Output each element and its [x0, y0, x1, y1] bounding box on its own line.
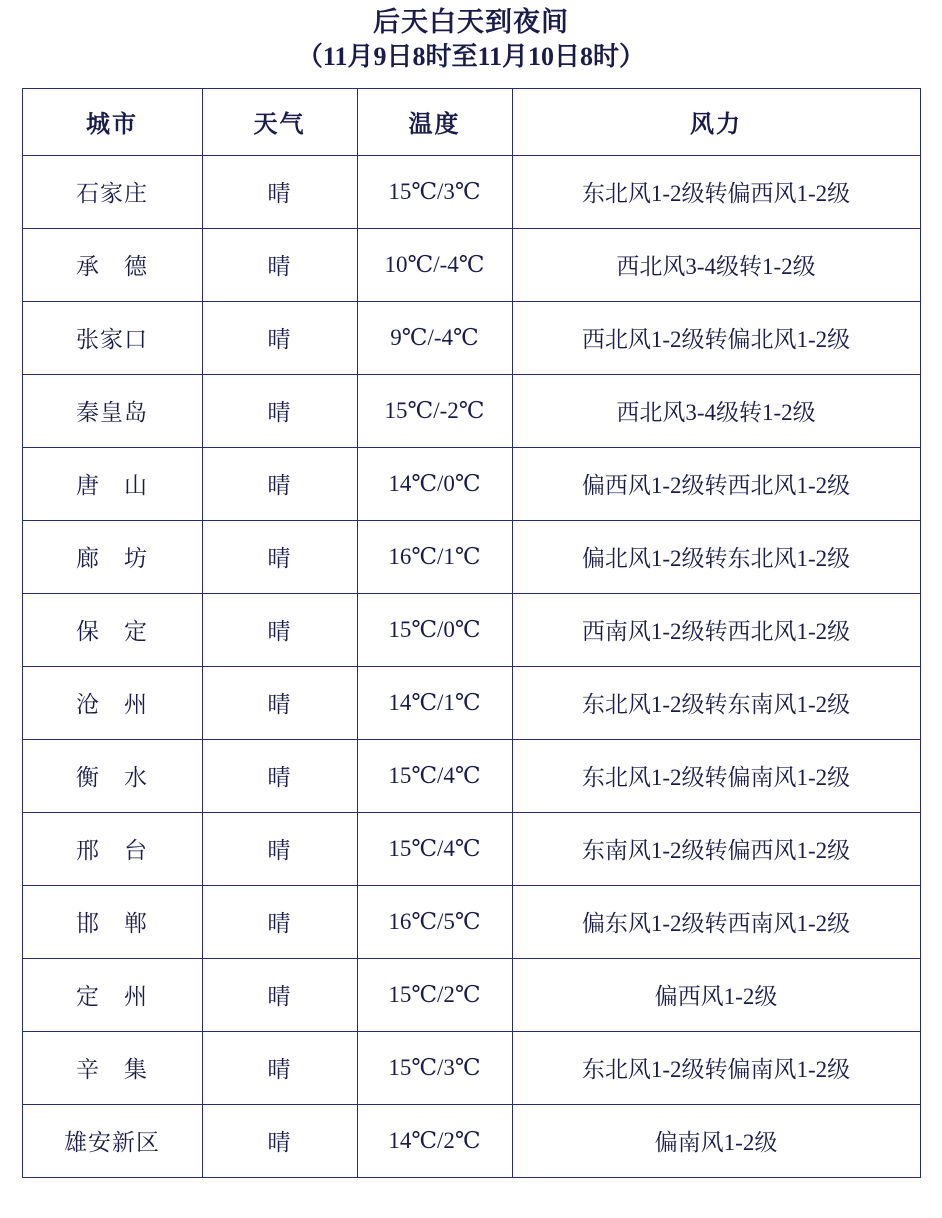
table-row: [22, 447, 920, 520]
table-row: [22, 593, 920, 666]
page-title: [0, 0, 942, 74]
cell-wind: 东北风1-2级转东南风1-2级: [512, 666, 920, 739]
cell-city: 秦皇岛: [22, 374, 202, 447]
cell-weather: 晴: [202, 885, 357, 958]
cell-city: 沧 州: [22, 666, 202, 739]
table-row: [22, 666, 920, 739]
cell-wind: 东北风1-2级转偏西风1-2级: [512, 155, 920, 228]
cell-wind: 西北风3-4级转1-2级: [512, 374, 920, 447]
cell-weather: 晴: [202, 739, 357, 812]
cell-temperature: 15℃/3℃: [357, 1031, 512, 1104]
cell-wind: 东北风1-2级转偏南风1-2级: [512, 1031, 920, 1104]
cell-city: 唐 山: [22, 447, 202, 520]
table-row: [22, 228, 920, 301]
title-period: （11月9日8时至11月10日8时）: [296, 41, 646, 71]
column-header-weather: 天气: [202, 88, 357, 155]
cell-temperature: 15℃/4℃: [357, 812, 512, 885]
cell-wind: 西南风1-2级转西北风1-2级: [512, 593, 920, 666]
cell-weather: 晴: [202, 228, 357, 301]
cell-temperature: 15℃/3℃: [357, 155, 512, 228]
table-body: [22, 155, 920, 1177]
cell-weather: 晴: [202, 520, 357, 593]
cell-weather: 晴: [202, 447, 357, 520]
cell-city: 雄安新区: [22, 1104, 202, 1177]
cell-city: 保 定: [22, 593, 202, 666]
cell-wind: 偏西风1-2级转西北风1-2级: [512, 447, 920, 520]
cell-temperature: 15℃/-2℃: [357, 374, 512, 447]
cell-city: 张家口: [22, 301, 202, 374]
cell-city: 定 州: [22, 958, 202, 1031]
column-header-wind: 风力: [512, 88, 920, 155]
cell-weather: 晴: [202, 1031, 357, 1104]
cell-weather: 晴: [202, 1104, 357, 1177]
cell-weather: 晴: [202, 374, 357, 447]
cell-city: 辛 集: [22, 1031, 202, 1104]
table-row: [22, 1104, 920, 1177]
cell-wind: 东北风1-2级转偏南风1-2级: [512, 739, 920, 812]
cell-wind: 偏北风1-2级转东北风1-2级: [512, 520, 920, 593]
table-row: [22, 155, 920, 228]
cell-wind: 偏东风1-2级转西南风1-2级: [512, 885, 920, 958]
cell-weather: 晴: [202, 958, 357, 1031]
cell-weather: 晴: [202, 155, 357, 228]
column-header-city: 城市: [22, 88, 202, 155]
title-primary: 后天白天到夜间: [373, 7, 569, 37]
cell-temperature: 9℃/-4℃: [357, 301, 512, 374]
cell-wind: 偏西风1-2级: [512, 958, 920, 1031]
cell-weather: 晴: [202, 301, 357, 374]
cell-weather: 晴: [202, 666, 357, 739]
cell-city: 邢 台: [22, 812, 202, 885]
table-row: [22, 301, 920, 374]
table-row: [22, 958, 920, 1031]
cell-temperature: 10℃/-4℃: [357, 228, 512, 301]
cell-wind: 西北风3-4级转1-2级: [512, 228, 920, 301]
cell-temperature: 14℃/0℃: [357, 447, 512, 520]
table-row: [22, 374, 920, 447]
table-row: [22, 885, 920, 958]
cell-city: 廊 坊: [22, 520, 202, 593]
cell-temperature: 15℃/2℃: [357, 958, 512, 1031]
cell-weather: 晴: [202, 593, 357, 666]
table-header-row: [22, 88, 920, 155]
cell-city: 邯 郸: [22, 885, 202, 958]
cell-temperature: 15℃/0℃: [357, 593, 512, 666]
table-row: [22, 520, 920, 593]
cell-wind: 偏南风1-2级: [512, 1104, 920, 1177]
table-header: [22, 88, 920, 155]
cell-wind: 东南风1-2级转偏西风1-2级: [512, 812, 920, 885]
column-header-temperature: 温度: [357, 88, 512, 155]
cell-temperature: 16℃/1℃: [357, 520, 512, 593]
cell-temperature: 14℃/2℃: [357, 1104, 512, 1177]
cell-wind: 西北风1-2级转偏北风1-2级: [512, 301, 920, 374]
table-row: [22, 812, 920, 885]
cell-city: 衡 水: [22, 739, 202, 812]
cell-temperature: 16℃/5℃: [357, 885, 512, 958]
cell-weather: 晴: [202, 812, 357, 885]
cell-city: 承 德: [22, 228, 202, 301]
table-row: [22, 739, 920, 812]
cell-temperature: 14℃/1℃: [357, 666, 512, 739]
cell-temperature: 15℃/4℃: [357, 739, 512, 812]
cell-city: 石家庄: [22, 155, 202, 228]
table-row: [22, 1031, 920, 1104]
weather-table: [22, 88, 921, 1178]
